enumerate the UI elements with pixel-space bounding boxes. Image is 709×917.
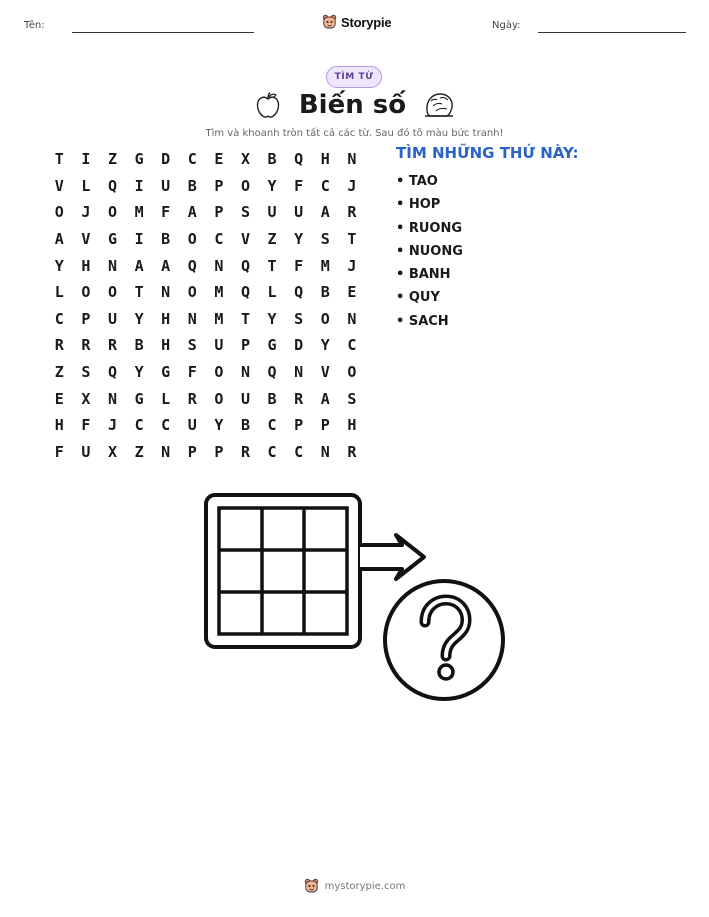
activity-badge: TÌM TỪ [326,66,382,88]
grid-cell: Y [267,176,277,195]
word-list-item: • HOP [396,197,441,213]
grid-cell: N [187,309,197,328]
word-list [396,170,463,333]
grid-cell: R [347,442,357,461]
grid-cell: X [81,389,91,408]
grid-cell: U [240,389,250,408]
grid-cell: V [240,230,250,249]
grid-cell: Y [294,230,304,249]
grid-cell: E [347,283,357,302]
brand-name: Storypie [341,14,392,30]
grid-cell: N [320,442,330,461]
storypie-mascot-icon [304,878,319,894]
grid-cell: Q [107,176,117,195]
bread-icon [422,90,456,120]
grid-cell: O [187,230,197,249]
grid-cell: Q [240,283,250,302]
grid-cell: M [214,309,224,328]
grid-cell: P [214,203,224,222]
grid-cell: P [187,442,197,461]
grid-cell: C [294,442,304,461]
grid-cell: T [347,230,357,249]
grid-cell: L [161,389,171,408]
grid-cell: Q [267,363,277,382]
grid-cell: N [107,256,117,275]
grid-cell: U [267,203,277,222]
word-list-item: • RUONG [396,220,463,236]
grid-cell: P [294,416,304,435]
grid-cell: N [161,283,171,302]
grid-cell: T [134,283,144,302]
grid-cell: U [81,442,91,461]
grid-cell: V [54,176,64,195]
grid-cell: X [107,442,117,461]
grid-cell: G [161,363,171,382]
grid-cell: O [81,283,91,302]
grid-cell: C [214,230,224,249]
grid-cell: O [107,203,117,222]
word-list-item: • TAO [396,174,438,189]
grid-cell: Y [134,309,144,328]
grid-cell: O [187,283,197,302]
brand-logo [322,14,391,30]
grid-cell: N [347,150,357,169]
grid-cell: F [81,416,91,435]
grid-cell: Y [54,256,64,275]
grid-cell: I [134,176,144,195]
grid-cell: B [320,283,330,302]
grid-cell: U [214,336,224,355]
grid-cell: T [54,150,64,169]
footer [0,878,709,894]
grid-cell: J [347,256,357,275]
apple-icon [253,90,283,120]
grid-cell: S [81,363,91,382]
grid-cell: U [294,203,304,222]
grid-cell: F [294,256,304,275]
date-line [538,32,686,33]
grid-cell: S [240,203,250,222]
storypie-mascot-icon [322,14,337,30]
grid-cell: Y [134,363,144,382]
grid-cell: C [267,442,277,461]
grid-cell: C [54,309,64,328]
grid-cell: G [267,336,277,355]
grid-cell: H [81,256,91,275]
grid-cell: B [267,389,277,408]
grid-cell: T [240,309,250,328]
grid-cell: O [214,389,224,408]
grid-cell: G [107,230,117,249]
grid-cell: V [81,230,91,249]
grid-cell: Y [267,309,277,328]
grid-cell: H [320,150,330,169]
grid-cell: G [134,389,144,408]
grid-cell: E [54,389,64,408]
grid-cell: A [134,256,144,275]
grid-cell: Y [320,336,330,355]
grid-cell: G [134,150,144,169]
grid-cell: C [347,336,357,355]
grid-cell: N [107,389,117,408]
grid-cell: H [161,309,171,328]
grid-cell: N [294,363,304,382]
grid-cell: U [187,416,197,435]
grid-cell: F [54,442,64,461]
grid-cell: P [214,176,224,195]
grid-cell: B [240,416,250,435]
grid-cell: Z [54,363,64,382]
grid-cell: O [347,363,357,382]
grid-cell: P [240,336,250,355]
grid-cell: R [187,389,197,408]
grid-cell: U [161,176,171,195]
grid-cell: N [161,442,171,461]
grid-cell: B [267,150,277,169]
grid-cell: I [134,230,144,249]
grid-cell: A [161,256,171,275]
grid-cell: J [81,203,91,222]
grid-cell: A [320,389,330,408]
grid-cell: P [81,309,91,328]
grid-cell: B [134,336,144,355]
grid-cell: H [161,336,171,355]
grid-cell: O [320,309,330,328]
grid-cell: F [294,176,304,195]
grid-cell: C [161,416,171,435]
grid-cell: Y [214,416,224,435]
grid-cell: H [54,416,64,435]
grid-cell: X [240,150,250,169]
grid-cell: O [214,363,224,382]
grid-cell: R [81,336,91,355]
grid-cell: C [267,416,277,435]
grid-cell: S [347,389,357,408]
grid-cell: C [134,416,144,435]
grid-cell: J [347,176,357,195]
grid-cell: L [81,176,91,195]
grid-cell: D [294,336,304,355]
grid-cell: O [54,203,64,222]
word-list-title: TÌM NHỮNG THỨ NÀY: [396,144,579,162]
grid-cell: R [294,389,304,408]
grid-cell: F [187,363,197,382]
grid-cell: Q [294,283,304,302]
grid-cell: U [107,309,117,328]
grid-cell: M [134,203,144,222]
grid-cell: M [214,283,224,302]
grid-cell: C [320,176,330,195]
grid-cell: B [161,230,171,249]
grid-cell: Q [187,256,197,275]
grid-cell: J [107,416,117,435]
grid-cell: P [214,442,224,461]
grid-cell: V [320,363,330,382]
word-list-item: • NUONG [396,243,463,259]
word-search-grid [46,146,365,465]
date-label: Ngày: [492,20,521,31]
grid-cell: D [161,150,171,169]
grid-cell: E [214,150,224,169]
name-label: Tên: [24,20,45,31]
word-list-item: • BANH [396,267,451,283]
instructions: Tìm và khoanh tròn tất cả các từ. Sau đó tô màu bức tranh! [205,128,504,139]
grid-cell: P [320,416,330,435]
grid-cell: R [347,203,357,222]
grid-cell: N [347,309,357,328]
grid-cell: S [294,309,304,328]
grid-cell: I [81,150,91,169]
grid-cell: L [267,283,277,302]
grid-cell: A [187,203,197,222]
grid-cell: S [320,230,330,249]
name-line [72,32,254,33]
grid-cell: A [54,230,64,249]
grid-cell: L [54,283,64,302]
grid-cell: Q [240,256,250,275]
grid-cell: Z [267,230,277,249]
grid-cell: Z [107,150,117,169]
grid-cell: F [161,203,171,222]
grid-cell: A [320,203,330,222]
word-list-item: • QUY [396,290,440,306]
word-list-item: • SACH [396,313,449,329]
grid-cell: N [214,256,224,275]
grid-cell: T [267,256,277,275]
grid-cell: M [320,256,330,275]
grid-cell: Q [294,150,304,169]
page-title: Biến số [298,90,407,120]
grid-cell: N [240,363,250,382]
grid-cell: R [107,336,117,355]
grid-cell: C [187,150,197,169]
grid-cell: R [240,442,250,461]
grid-cell: Q [107,363,117,382]
grid-cell: R [54,336,64,355]
grid-cell: S [187,336,197,355]
grid-to-question-icon [200,490,510,705]
grid-cell: B [187,176,197,195]
footer-url: mystorypie.com [324,880,406,892]
grid-cell: H [347,416,357,435]
grid-cell: Z [134,442,144,461]
grid-cell: O [240,176,250,195]
grid-cell: O [107,283,117,302]
title-row [0,90,709,120]
